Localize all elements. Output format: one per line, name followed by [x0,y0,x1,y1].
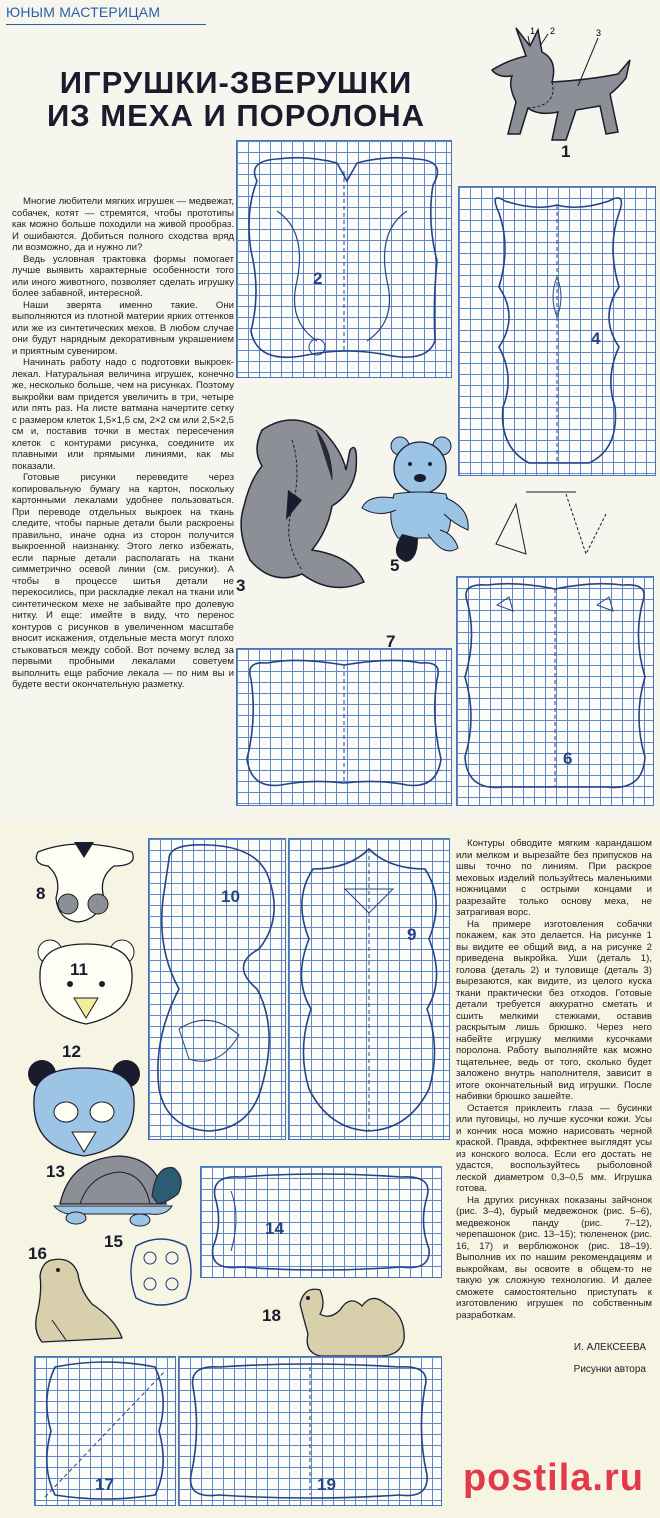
figure-15-number: 15 [104,1232,123,1251]
figure-19-pattern-grid [178,1356,442,1506]
panda-pattern-outline [237,649,451,805]
figure-3-number: 3 [236,576,246,595]
turtle-pattern-outline [201,1167,441,1277]
paragraph: Наши зверята именно такие. Они выполняются из плотной материи ярких оттенков или же из синтетических мехов. В любом случае они будут нарядным декоративным украшением и приятным сувениром. [12,299,234,357]
author-signature: И. АЛЕКСЕЕВА [573,1342,646,1353]
figure-11-number: 11 [70,960,88,979]
figure-18-number: 18 [262,1306,281,1325]
article-body-column-1 [12,196,234,691]
turtle-toy-illustration [40,1144,186,1228]
panda-pattern-outline-9 [289,839,449,1139]
rubric-divider [6,24,206,25]
figure-9-number: 9 [407,925,417,944]
hare-pattern-outline [459,187,655,475]
camel-pattern-outline [179,1357,441,1505]
seal-toy-illustration [22,1250,132,1350]
figure-7-number: 7 [386,632,396,651]
paragraph: Ведь условная трактовка формы помогает лучше выявить характерные особенности того или иного животного, позволяет сделать игрушку более забавной, интересной. [12,253,234,299]
figure-17-number: 17 [95,1475,114,1494]
figure-13-number: 13 [46,1162,65,1181]
paragraph: Контуры обводите мягким карандашом или мелком и вырезайте без припусков на швы точно по линиям. При раскрое меховых изделий пользуйтесь маленькими ножницами с острыми концами и разрезайте только основу меха, не затрагивая ворс. [456,838,652,918]
camel-toy-illustration [290,1280,416,1364]
paragraph: Многие любители мягких игрушек — медвежат, собачек, котят — стремятся, чтобы прототипы как можно больше походили на живой прообраз. И ошибаются. Добиться полного сходства вряд ли возможно, да и нужно ли? [12,196,234,253]
title-line-1: ИГРУШКИ-ЗВЕРУШКИ [59,65,413,100]
figure-6-number: 6 [563,749,573,768]
paragraph: На примере изготовления собачки покажем, как это делается. На рисунке 1 вы видите ее общий вид, а на рисунке 2 приведена выкройка. Уши (деталь 1), голова (деталь 2) и туловище (деталь 3) вырезаются, как видите, из целого куска ткани практически без отходов. Готовые детали требуется аккуратно сметать и сшить мелкими стежками, оставив раскрытым лишь брюшко. Через него набейте игрушку мелкими кусочками поролона. Работу выполняйте как можно тщательнее, ведь от того, сколько будет заложено внутрь наполнителя, зависит в итоге окончательный вид игрушки. После набивки брюшко зашейте. [456,918,652,1102]
article-body-column-2 [456,838,652,1321]
watermark-text: postila.ru [462,1457,644,1499]
callout-3: 3 [596,28,602,38]
panda-face-detail-11 [30,934,142,1034]
callout-2: 2 [550,26,556,36]
magazine-page-2 [0,820,660,1518]
figure-5-number: 5 [390,556,400,575]
figure-14-pattern-grid [200,1166,442,1278]
figure-16-number: 16 [28,1244,47,1263]
paragraph: На других рисунках показаны зайчонок (рис. 3–4), бурый медвежонок (рис. 5–6), медвежонок панду (рис. 7–12), черепашонок (рис. 13–15); тюлененок (рис. 16, 17) и верблюжонок (рис. 18–19). Выполнив их по нашим рекомендациям и выкройкам, вы освоите в общем-то не такую уж сложную технологию. И далее сможете самостоятельно приступать к изготовлению игрушек по собственным разработкам. [456,1194,652,1321]
panda-head-detail-8 [28,838,144,928]
dog-toy-illustration [468,16,648,166]
figure-10-pattern-grid [148,838,286,1140]
hare-detail-sketches [486,484,646,570]
hare-toy-illustration [232,410,378,600]
figure-9-pattern-grid [288,838,450,1140]
title-line-2: ИЗ МЕХА И ПОРОЛОНА [46,98,426,133]
paragraph: Остается приклеить глаза — бусинки или пуговицы, но лучше кусочки кожи. Усы и кончик носа можно нарисовать черной краской. Правда, эффектнее выглядят усы из конского волоса. Если его достать не удастся, воспользуйтесь рыболовной леской диаметром 0,3–0,5 мм. Игрушка готова. [456,1102,652,1194]
article-title [36,66,436,132]
illustration-credits: Рисунки автора [573,1364,646,1375]
figure-2-pattern-grid [236,140,452,378]
figure-8-number: 8 [36,884,46,903]
figure-4-number: 4 [591,329,601,348]
figure-6-pattern-grid [456,576,654,806]
figure-2-number: 2 [313,269,323,288]
figure-4-pattern-grid [458,186,656,476]
figure-17-pattern-grid [34,1356,176,1506]
figure-12-number: 12 [62,1042,81,1061]
panda-body-pattern-outline [149,839,285,1139]
figure-7-pattern-grid [236,648,452,806]
figure-1-number: 1 [561,142,571,161]
figure-19-number: 19 [317,1475,336,1494]
turtle-shell-detail-15 [126,1232,196,1312]
figure-10-number: 10 [221,887,240,906]
bear-pattern-outline [457,577,653,805]
watermark [463,1457,644,1500]
paragraph: Готовые рисунки переведите через копировальную бумагу на картон, поскольку картонными лекалами удобнее пользоваться. При переводе отдельных выкроек на ткань следите, чтобы парные детали были раскроены правильно, иначе одна из сторон получится выкроенной наизнанку. Этого легко избежать, если парные детали располагать на ткани симметрично осевой линии (см. рисунки). А чтобы в процессе шитья детали не перекосились, при раскладке лекал на ткани или синтетическом мехе не забывайте про долевую нитку. И еще: имейте в виду, что перенос контуров с рисунков в увеличенном масштабе вносит искажения, отдельные места могут плохо стыковаться между собой. Вот почему вслед за первыми пробными лекалами советуем выполнить еще рабочие лекала — по ним вы и будете вести окончательную разметку. [12,472,234,690]
section-rubric: ЮНЫМ МАСТЕРИЦАМ [6,4,161,20]
paragraph: Начинать работу надо с подготовки выкроек-лекал. Натуральная величина игрушек, конечно же, несколько больше, чем на рисунках. Поэтому выкройки вам придется увеличить в три, четыре или пять раз. На листе ватмана начертите сетку с размером клеток 1,5×1,5 см, 2×2 см или 2,5×2,5 см и, поставив точки в местах пересечения клеток с контурами рисунка, соедините их плавными или прямыми линиями, как мы показали. [12,357,234,472]
bear-cub-toy-illustration [358,434,484,570]
dog-pattern-outline [237,141,451,377]
figure-14-number: 14 [265,1219,284,1238]
callout-1: 1 [530,26,536,36]
